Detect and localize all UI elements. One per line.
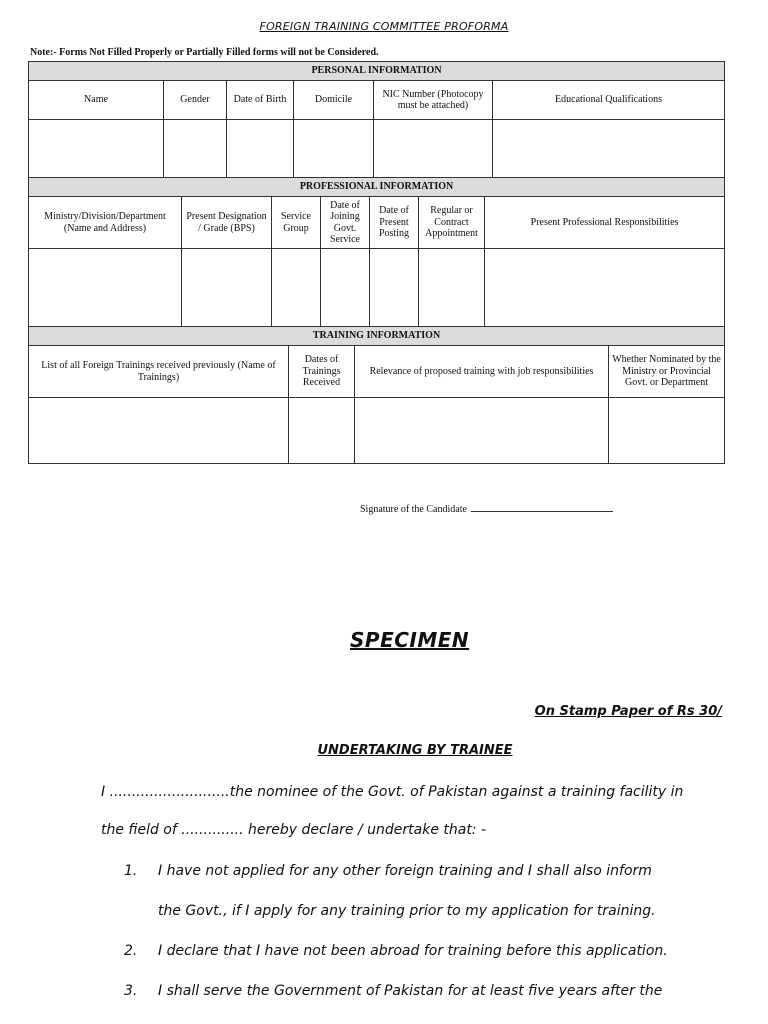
nominated-by-field[interactable] (609, 398, 725, 464)
col-date-of-present-posting: Date of Present Posting (370, 197, 419, 249)
service-group-field[interactable] (272, 249, 321, 329)
col-present-designation: Present Designation / Grade (BPS) (182, 197, 272, 249)
col-educational-qualifications: Educational Qualifications (493, 81, 725, 120)
form-note: Note:- Forms Not Filled Properly or Partially Filled forms will not be Considered. (30, 47, 379, 58)
col-regular-or-contract: Regular or Contract Appointment (419, 197, 485, 249)
educational-qualifications-field[interactable] (493, 120, 725, 178)
col-professional-responsibilities: Present Professional Responsibilities (485, 197, 725, 249)
professional-info-heading: PROFESSIONAL INFORMATION (29, 178, 725, 197)
list-item-number: 3. (124, 983, 138, 999)
col-date-of-birth: Date of Birth (227, 81, 294, 120)
date-of-joining-field[interactable] (321, 249, 370, 329)
col-service-group: Service Group (272, 197, 321, 249)
col-ministry-division-department: Ministry/Division/Department (Name and Address) (29, 197, 182, 249)
stamp-paper-note: On Stamp Paper of Rs 30/ (534, 704, 722, 719)
undertaking-title: UNDERTAKING BY TRAINEE (317, 743, 513, 758)
col-training-dates: Dates of Trainings Received (289, 346, 355, 398)
list-item-number: 2. (124, 943, 138, 959)
designation-field[interactable] (182, 249, 272, 329)
specimen-heading: SPECIMEN (350, 628, 470, 652)
appointment-type-field[interactable] (419, 249, 485, 329)
list-item-number: 1. (124, 863, 138, 879)
col-training-relevance: Relevance of proposed training with job responsibilities (355, 346, 609, 398)
declaration-line-1: I ...........................the nominee of the Govt. of Pakistan against a training facility in (101, 784, 684, 800)
professional-responsibilities-field[interactable] (485, 249, 725, 329)
declaration-line-2: the field of .............. hereby declare / undertake that: - (101, 822, 487, 838)
signature-section (360, 502, 613, 515)
list-item-text: I shall serve the Government of Pakistan for at least five years after the (158, 983, 663, 999)
list-item-text: I declare that I have not been abroad for training before this application. (158, 943, 668, 959)
nic-number-field[interactable] (374, 120, 493, 178)
personal-info-heading: PERSONAL INFORMATION (29, 62, 725, 81)
date-of-birth-field[interactable] (227, 120, 294, 178)
professional-info-table (28, 177, 725, 329)
list-item-text: the Govt., if I apply for any training prior to my application for training. (158, 903, 656, 919)
col-date-of-joining: Date of Joining Govt. Service (321, 197, 370, 249)
gender-field[interactable] (164, 120, 227, 178)
training-info-heading: TRAINING INFORMATION (29, 327, 725, 346)
previous-trainings-field[interactable] (29, 398, 289, 464)
col-domicile: Domicile (294, 81, 374, 120)
training-relevance-field[interactable] (355, 398, 609, 464)
training-dates-field[interactable] (289, 398, 355, 464)
col-name: Name (29, 81, 164, 120)
form-title: FOREIGN TRAINING COMMITTEE PROFORMA (259, 20, 509, 33)
domicile-field[interactable] (294, 120, 374, 178)
name-field[interactable] (29, 120, 164, 178)
signature-line[interactable] (471, 502, 613, 512)
col-nic-number: NIC Number (Photocopy must be attached) (374, 81, 493, 120)
signature-label: Signature of the Candidate (360, 504, 467, 515)
personal-info-table (28, 61, 725, 178)
list-item-text: I have not applied for any other foreign training and I shall also inform (158, 863, 652, 879)
ministry-field[interactable] (29, 249, 182, 329)
col-nominated-by: Whether Nominated by the Ministry or Provincial Govt. or Department (609, 346, 725, 398)
col-gender: Gender (164, 81, 227, 120)
date-of-present-posting-field[interactable] (370, 249, 419, 329)
training-info-table (28, 326, 725, 464)
col-previous-trainings: List of all Foreign Trainings received previously (Name of Trainings) (29, 346, 289, 398)
